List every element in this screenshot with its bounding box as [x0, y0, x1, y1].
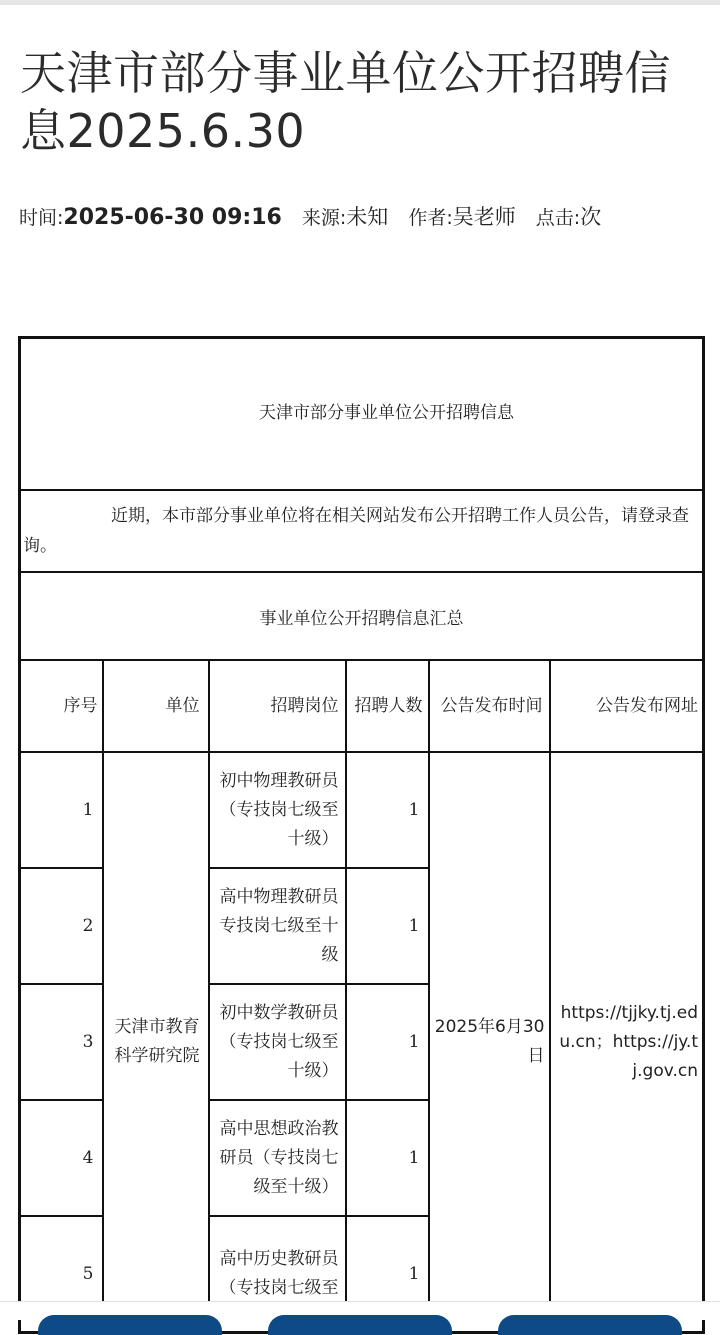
header-date: 公告发布时间	[429, 660, 550, 752]
table-row	[20, 752, 704, 868]
time-value: 2025-06-30 09:16	[63, 205, 282, 230]
bottom-action-button-2[interactable]	[268, 1315, 452, 1335]
row-position: 初中物理教研员（专技岗七级至十级）	[209, 752, 346, 868]
row-seq: 3	[20, 984, 103, 1100]
header-count: 招聘人数	[346, 660, 429, 752]
row-count: 1	[346, 868, 429, 984]
header-position: 招聘岗位	[209, 660, 346, 752]
row-position: 高中物理教研员专技岗七级至十级	[209, 868, 346, 984]
row-seq: 2	[20, 868, 103, 984]
publish-date: 2025年6月30日	[429, 752, 550, 1333]
unit-name: 天津市教育科学研究院	[103, 752, 209, 1333]
row-seq: 5	[20, 1216, 103, 1333]
top-status-strip	[0, 0, 720, 5]
intro-text: 近期，本市部分事业单位将在相关网站发布公开招聘工作人员公告，请登录查询。	[20, 490, 704, 572]
time-label: 时间:	[19, 207, 64, 229]
author-value: 吴老师	[452, 205, 516, 229]
bottom-action-button-3[interactable]	[498, 1315, 682, 1335]
row-position: 高中历史教研员（专技岗七级至	[209, 1216, 346, 1333]
row-count: 1	[346, 1100, 429, 1216]
recruitment-table	[18, 336, 705, 1334]
header-url: 公告发布网址	[550, 660, 704, 752]
article-title: 天津市部分事业单位公开招聘信息2025.6.30	[20, 46, 671, 158]
header-seq: 序号	[20, 660, 103, 752]
article-meta	[19, 203, 709, 232]
row-count: 1	[346, 752, 429, 868]
bottom-action-button-1[interactable]	[38, 1315, 222, 1335]
row-position: 初中数学教研员（专技岗七级至十级）	[209, 984, 346, 1100]
bottom-action-bar	[0, 1301, 720, 1320]
summary-title: 事业单位公开招聘信息汇总	[20, 572, 704, 660]
clicks-label: 点击:	[535, 207, 581, 229]
table-header-row	[20, 660, 704, 752]
source-label: 来源:	[301, 207, 347, 229]
row-seq: 4	[20, 1100, 103, 1216]
row-seq: 1	[20, 752, 103, 868]
row-position: 高中思想政治教研员（专技岗七级至十级）	[209, 1100, 346, 1216]
clicks-value: 次	[580, 205, 602, 229]
row-count: 1	[346, 984, 429, 1100]
table-caption: 天津市部分事业单位公开招聘信息	[20, 338, 704, 491]
source-value: 未知	[346, 205, 389, 229]
author-label: 作者:	[408, 207, 453, 229]
row-count: 1	[346, 1216, 429, 1333]
header-unit: 单位	[103, 660, 209, 752]
publish-url-link[interactable]: https://tjjky.tj.edu.cn；https://jy.tj.gov.cn	[550, 752, 704, 1333]
